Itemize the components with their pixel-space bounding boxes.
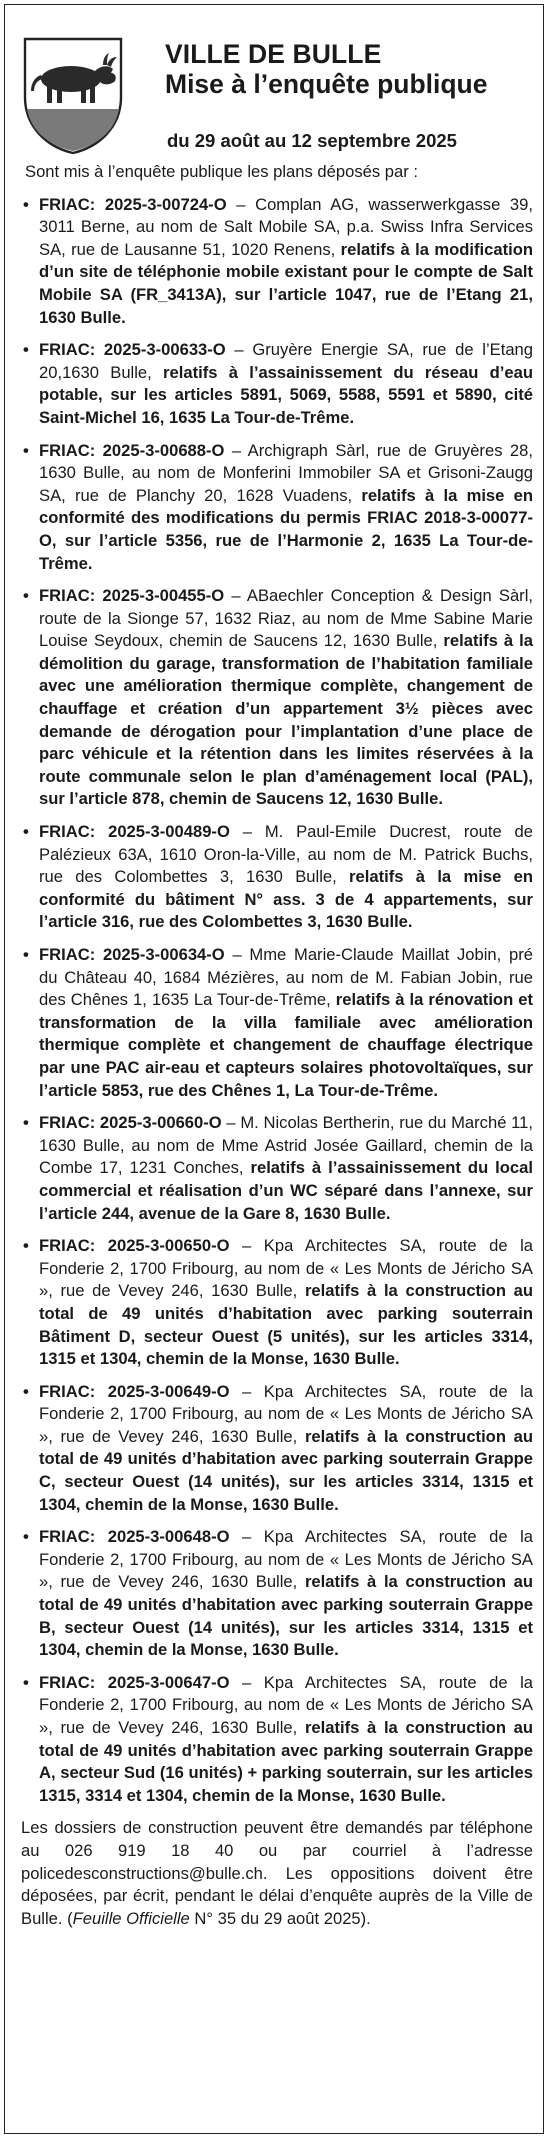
publication-source: Feuille Officielle xyxy=(72,1908,190,1928)
applicant-text: – Mme Marie-Claude Maillat Jobin, pré du Château 40, 1684 Mézières, au nom de M. Fabian Jobin, rue des Chênes 1, 1635 La Tour-de-Trême, xyxy=(39,945,533,1010)
bullet: • xyxy=(23,194,29,214)
applicant-text: – Archigraph Sàrl, rue de Gruyères 28, 1630 Bulle, au nom de Monferini Immobiler SA et Grisoni-Zaugg SA, rue de Planchy 20, 1628 Vuadens, xyxy=(39,440,534,505)
bullet: • xyxy=(23,1527,29,1547)
friac-reference: FRIAC: 2025-3-00688-O xyxy=(39,440,225,460)
object-text: relatifs à la construction au total de 49 unités d’habitation avec parking souterrain Bâtiment D, secteur Ouest (5 unités), sur les articles 3314, 1315 et 1304, chemin de la Monse, 1630 Bulle. xyxy=(39,1281,533,1369)
applicant-text: – Kpa Architectes SA, route de la Fonderie 2, 1700 Fribourg, au nom de « Les Monts de Jéricho SA », rue de Vevey 246, 1630 Bulle, xyxy=(39,1672,533,1737)
footer-text xyxy=(21,1817,533,1930)
bullet: • xyxy=(23,340,29,360)
friac-reference: FRIAC: 2025-3-00634-O xyxy=(39,945,225,964)
applicant-text: – M. Paul-Emile Ducrest, route de Palézieux 63A, 1610 Oron-la-Ville, au nom de M. Patrick Buchs, rue des Colombettes 3, 1630 Bulle, xyxy=(39,822,533,887)
list-item xyxy=(21,821,533,934)
applicant-text: – Complan AG, wasserwerkgasse 39, 3011 Berne, au nom de Salt Mobile SA, p.a. Swiss Infra Services SA, rue de Lausanne 51, 1020 Renens, xyxy=(39,194,533,259)
list-item xyxy=(21,339,533,429)
list-item xyxy=(21,1381,533,1517)
enquiry-period: du 29 août au 12 septembre 2025 xyxy=(167,130,457,151)
bullet: • xyxy=(23,1672,29,1692)
bullet: • xyxy=(23,1113,29,1133)
object-text: relatifs à l’assainissement du réseau d’eau potable, sur les articles 5891, 5069, 5588, 5591 et 5890, cité Saint-Michel 16, 1635 La Tour-de-Trême. xyxy=(39,362,534,427)
friac-reference: FRIAC: 2025-3-00648-O xyxy=(39,1527,230,1547)
applicant-text: – Gruyère Energie SA, rue de l’Etang 20,1630 Bulle, xyxy=(39,340,534,382)
object-text: relatifs à la construction au total de 49 unités d’habitation avec parking souterrain Grappe C, secteur Ouest (14 unités), sur les articles 3314, 1315 et 1304, chemin de la Monse, 1630 Bulle. xyxy=(39,1426,533,1514)
friac-reference: FRIAC: 2025-3-00724-O xyxy=(39,194,227,214)
applicant-text: – Kpa Architectes SA, route de la Fonderie 2, 1700 Fribourg, au nom de « Les Monts de Jéricho SA », rue de Vevey 246, 1630 Bulle, xyxy=(39,1381,533,1446)
list-item xyxy=(21,1235,533,1371)
friac-reference: FRIAC: 2025-3-00649-O xyxy=(39,1381,230,1401)
object-text: relatifs à la mise en conformité des modifications du permis FRIAC 2018-3-00077-O, sur l’article 5356, rue de l’Harmonie 2, 1635 La Tour-de-Trême. xyxy=(39,485,533,573)
friac-reference: FRIAC: 2025-3-00650-O xyxy=(39,1236,230,1256)
footer-body: Les dossiers de construction peuvent être demandés par téléphone au 026 919 18 40 ou par courriel à l’adresse policedesconstructions@bulle.ch. Les oppositions doivent être déposées, par écrit, pendant le délai d’enquête auprès de la Ville de Bulle. ( xyxy=(21,1818,533,1928)
friac-reference: FRIAC: 2025-3-00633-O xyxy=(39,340,226,360)
applicant-text: – ABaechler Conception & Design Sàrl, route de la Sionge 57, 1632 Riaz, au nom de Mme Sabine Marie Louise Seydoux, chemin de Saucens 12, 1630 Bulle, xyxy=(39,586,533,651)
notice-body xyxy=(21,161,533,1947)
bullet: • xyxy=(23,1236,29,1256)
bullet: • xyxy=(23,586,29,606)
list-item xyxy=(21,944,533,1102)
object-text: relatifs à la modification d’un site de téléphonie mobile existant pour le compte de Salt Mobile SA (FR_3413A), sur l’article 1047, rue de l’Etang 21, 1630 Bulle. xyxy=(39,239,533,327)
list-item xyxy=(21,1526,533,1662)
list-item xyxy=(21,585,533,811)
object-text: relatifs à la construction au total de 49 unités d’habitation avec parking souterrain Grappe B, secteur Ouest (14 unités), sur les articles 3314, 1315 et 1304, chemin de la Monse, 1630 Bulle. xyxy=(39,1572,533,1660)
notice-header xyxy=(5,5,543,153)
object-text: relatifs à la construction au total de 49 unités d’habitation avec parking souterrain Grappe A, secteur Sud (16 unités) + parking souterrain, sur les articles 1315, 3314 et 1304, chemin de la Monse, 1630 Bulle. xyxy=(39,1718,533,1805)
object-text: relatifs à l’assainissement du local commercial et réalisation d’un WC séparé dans l’annexe, sur l’article 244, avenue de la Gare 8, 1630 Bulle. xyxy=(39,1158,533,1223)
bulle-coat-of-arms-icon xyxy=(21,35,125,155)
object-text: relatifs à la mise en conformité du bâtiment N° ass. 3 de 4 appartements, sur l’article 316, rue des Colombettes 3, 1630 Bulle. xyxy=(39,867,533,932)
publication-issue: N° 35 du 29 août 2025). xyxy=(189,1908,371,1928)
notice-frame xyxy=(4,4,544,2134)
notice-title: Mise à l’enquête publique xyxy=(165,69,488,99)
friac-reference: FRIAC: 2025-3-00647-O xyxy=(39,1672,230,1692)
town-name: VILLE DE BULLE xyxy=(165,39,382,69)
friac-reference: FRIAC: 2025-3-00660-O xyxy=(39,1113,222,1133)
list-item xyxy=(21,1672,533,1808)
list-item xyxy=(21,194,533,330)
applicant-text: – M. Nicolas Bertherin, rue du Marché 11, 1630 Bulle, au nom de Mme Astrid Josée Gaillard, chemin de la Combe 17, 1231 Conches, xyxy=(39,1113,533,1178)
bullet: • xyxy=(23,440,29,460)
friac-reference: FRIAC: 2025-3-00455-O xyxy=(39,586,225,606)
applicant-text: – Kpa Architectes SA, route de la Fonderie 2, 1700 Fribourg, au nom de « Les Monts de Jéricho SA », rue de Vevey 246, 1630 Bulle, xyxy=(39,1527,533,1592)
intro-text: Sont mis à l’enquête publique les plans déposés par : xyxy=(25,162,418,181)
bullet: • xyxy=(23,1381,29,1401)
applicant-text: – Kpa Architectes SA, route de la Fonderie 2, 1700 Fribourg, au nom de « Les Monts de Jéricho SA », rue de Vevey 246, 1630 Bulle, xyxy=(39,1236,533,1301)
bullet: • xyxy=(23,822,29,842)
bullet: • xyxy=(23,945,29,964)
object-text: relatifs à la rénovation et transformation de la villa familiale avec amélioration thermique complète et changement de chauffage électrique par une PAC air-eau et capteurs solaires photovoltaïques, sur l’article 5853, rue des Chênes 1, La Tour-de-Trême. xyxy=(39,990,533,1100)
friac-reference: FRIAC: 2025-3-00489-O xyxy=(39,822,230,842)
list-item xyxy=(21,1112,533,1225)
list-item xyxy=(21,440,533,576)
object-text: relatifs à la démolition du garage, transformation de l’habitation familiale avec une amélioration thermique complète, changement de chauffage et création d’un appartement 3½ pièces avec demande de dérogation pour l’implantation d’une place de parc véhicule et la rétention dans les limites réservées à la route communale selon le plan d’aménagement local (PAL), sur l’article 878, chemin de Saucens 12, 1630 Bulle. xyxy=(39,631,533,809)
title-block xyxy=(165,39,535,153)
